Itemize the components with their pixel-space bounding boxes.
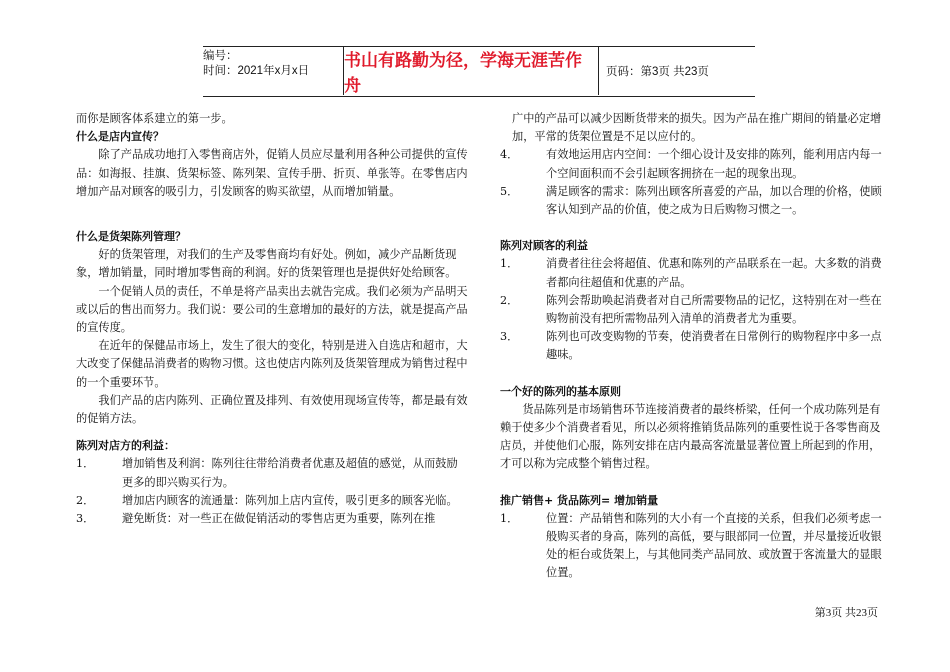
left-column	[76, 110, 468, 528]
section-heading: 陈列对店方的利益：	[76, 439, 175, 453]
list-number: 1．	[76, 457, 95, 471]
right-column	[500, 110, 885, 583]
section-heading: 陈列对顾客的利益	[500, 239, 588, 253]
list-text: 消费者往往会将超值、优惠和陈列的产品联系在一起。大多数的消费者都向往超值和优惠的产品。	[546, 257, 882, 289]
list-item	[500, 183, 885, 219]
list-item	[500, 146, 885, 182]
list-item	[76, 455, 468, 491]
paragraph: 我们产品的店内陈列、正确位置及排列、有效使用现场宣传等，都是最有效的促销方法。	[76, 393, 468, 426]
list-number: 1．	[500, 257, 519, 271]
page-footer: 第3页 共23页	[814, 607, 878, 619]
date-label: 时间：2021年x月x日	[203, 65, 310, 77]
list-number: 3．	[500, 330, 519, 344]
list-text: 陈列也可改变购物的节奏，使消费者在日常例行的购物程序中多一点趣味。	[546, 330, 882, 362]
paragraph: 好的货架管理，对我们的生产及零售商均有好处。例如，减少产品断货现象，增加销量，同时增加零售商的利润。好的货架管理也是提供好处给顾客。	[76, 248, 457, 280]
section-heading: 推广销售+ 货品陈列= 增加销量	[500, 493, 659, 507]
list-text: 增加店内顾客的流通量：陈列加上店内宣传，吸引更多的顾客光临。	[122, 493, 458, 507]
header-meta	[203, 49, 341, 79]
intro-text: 而你是顾客体系建立的第一步。	[76, 112, 233, 125]
list-number: 3．	[76, 512, 95, 526]
number-label: 编号：	[203, 50, 238, 62]
continued-text: 广中的产品可以减少因断货带来的损失。因为产品在推广期间的销量必定增加，平常的货架位置是不足以应付的。	[512, 112, 882, 144]
page-header	[203, 47, 755, 97]
list-item	[76, 510, 468, 528]
list-number: 1．	[500, 511, 519, 525]
paragraph: 货品陈列是市场销售环节连接消费者的最终桥梁，任何一个成功陈列是有赖于使多少个消费者看见，所以必须将推销货品陈列的重要性说于各零售商及店员，并使他们心服，陈列安排在店内最高客流量显著位置上所起到的作用，才可以称为完成整个销售过程。	[500, 402, 881, 471]
paragraph: 在近年的保健品市场上，发生了很大的变化，特别是进入自选店和超市，大大改变了保健品消费者的购物习惯。这也使店内陈列及货架管理成为销售过程中的一个重要环节。	[76, 339, 468, 389]
paragraph: 除了产品成功地打入零售商店外，促销人员应尽量利用各种公司提供的宣传品：如海报、挂旗、货架标签、陈列架、宣传手册、折页、单张等。在零售店内增加产品对顾客的吸引力，引发顾客的购买欲望，从而增加销量。	[76, 148, 468, 198]
list-item	[500, 328, 885, 364]
list-text: 位置：产品销售和陈列的大小有一个直接的关系，但我们必须考虑一般购买者的身高，陈列的高低，要与眼部同一位置，并尽量接近收银处的柜台或货架上，与其他同类产品同放、或放置于客流量大的显眼位置。	[546, 511, 882, 580]
list-item	[500, 292, 885, 328]
list-item	[500, 255, 885, 291]
section-heading: 什么是店内宣传？	[76, 130, 164, 144]
section-heading: 一个好的陈列的基本原则	[500, 384, 621, 398]
list-text: 有效地运用店内空间：一个细心设计及安排的陈列，能利用店内每一个空间面积而不会引起顾客拥挤在一起的现象出现。	[546, 148, 882, 180]
list-text: 避免断货：对一些正在做促销活动的零售店更为重要，陈列在推	[122, 512, 436, 526]
paragraph: 一个促销人员的责任，不单是将产品卖出去就告完成。我们必须为产品明天或以后的售出而努力。我们说：要公司的生意增加的最好的方法，就是提高产品的宣传度。	[76, 284, 468, 335]
list-number: 4．	[500, 148, 519, 162]
list-number: 2．	[500, 293, 519, 307]
list-text: 增加销售及利润：陈列往往带给消费者优惠及超值的感觉，从而鼓励更多的即兴购买行为。	[122, 457, 458, 489]
header-page-label: 页码：第3页 共23页	[606, 66, 709, 78]
list-number: 2．	[76, 493, 95, 507]
list-text: 陈列会帮助唤起消费者对自己所需要物品的记忆，这特别在对一些在购物前没有把所需物品列入清单的消费者尤为重要。	[546, 293, 882, 326]
list-item	[76, 492, 468, 510]
list-item	[500, 510, 885, 583]
header-motto: 书山有路勤为径，学海无涯苦作舟	[343, 47, 599, 95]
list-number: 5．	[500, 184, 519, 198]
section-heading: 什么是货架陈列管理？	[76, 230, 186, 244]
list-text: 满足顾客的需求：陈列出顾客所喜爱的产品，加以合理的价格，使顾客认知到产品的价值，使之成为日后购物习惯之一。	[546, 184, 882, 217]
